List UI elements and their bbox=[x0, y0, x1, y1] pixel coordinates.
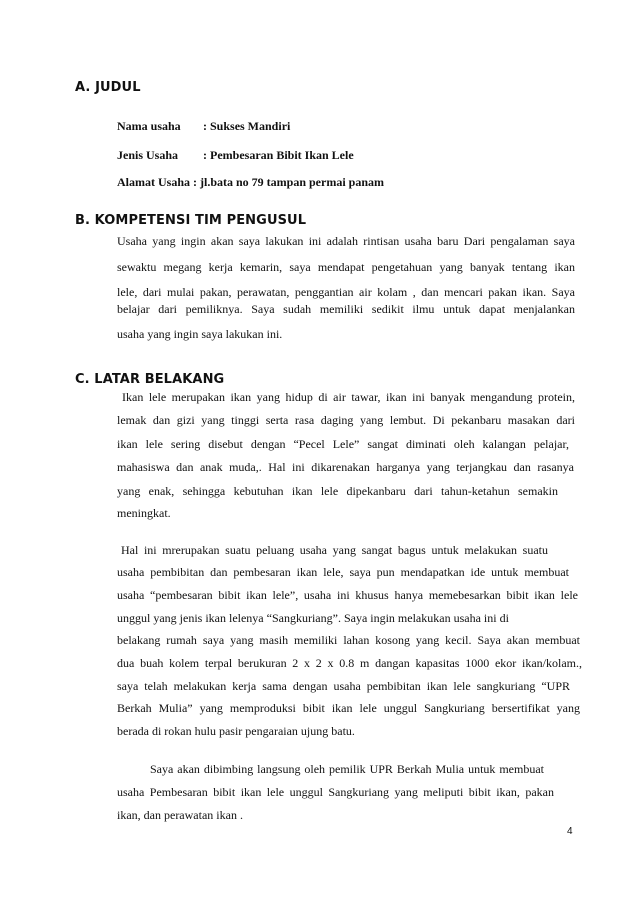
paragraph-line: Ikan lele merupakan ikan yang hidup di air tawar, ikan ini banyak mengandung protein, bbox=[122, 390, 575, 404]
paragraph-line: unggul yang jenis ikan lelenya “Sangkuriang”. Saya ingin melakukan usaha ini di bbox=[117, 611, 509, 625]
field-alamat-usaha bbox=[117, 175, 384, 190]
paragraph-line: usaha pembibitan dan pembesaran ikan lele, saya pun mendapatkan ide untuk membuat bbox=[117, 565, 569, 579]
paragraph-line: saya telah melakukan kerja sama dengan usaha pembibitan ikan lele sangkuriang “UPR bbox=[117, 679, 570, 693]
paragraph-line: mahasiswa dan anak muda,. Hal ini dikarenakan harganya yang terjangkau dan rasanya bbox=[117, 460, 574, 474]
field-nama-usaha bbox=[117, 119, 290, 134]
paragraph-line: Saya akan dibimbing langsung oleh pemilik UPR Berkah Mulia untuk membuat bbox=[150, 762, 544, 776]
paragraph-line: lele, dari mulai pakan, perawatan, penggantian air kolam , dan mencari pakan ikan. Saya bbox=[117, 285, 575, 299]
paragraph-line: yang enak, sehingga kebutuhan ikan lele dipekanbaru dari tahun-ketahun semakin bbox=[117, 484, 558, 498]
paragraph-line: belajar dari pemiliknya. Saya sudah memiliki sedikit ilmu untuk dapat menjalankan bbox=[117, 302, 575, 316]
paragraph-line: usaha Pembesaran bibit ikan lele unggul Sangkuriang yang meliputi bibit ikan, pakan bbox=[117, 785, 554, 799]
paragraph-line: sewaktu megang kerja kemarin, saya mendapat pengetahuan yang banyak tentang ikan bbox=[117, 260, 575, 274]
page-number: 4 bbox=[567, 826, 573, 837]
field-value: : Pembesaran Bibit Ikan Lele bbox=[203, 148, 354, 162]
paragraph-line: meningkat. bbox=[117, 506, 171, 520]
paragraph-line: ikan, dan perawatan ikan . bbox=[117, 808, 243, 822]
field-label: Nama usaha bbox=[117, 119, 181, 133]
paragraph-line: dua buah kolem terpal berukuran 2 x 2 x 0.8 m dangan kapasitas 1000 ekor ikan/kolam., bbox=[117, 656, 582, 670]
section-heading-kompetensi: B. KOMPETENSI TIM PENGUSUL bbox=[75, 213, 307, 228]
field-value: Alamat Usaha : jl.bata no 79 tampan permai panam bbox=[117, 175, 385, 189]
paragraph-line: Berkah Mulia” yang memproduksi bibit ikan lele unggul Sangkuriang bersertifikat yang bbox=[117, 701, 580, 715]
paragraph-line: Usaha yang ingin akan saya lakukan ini adalah rintisan usaha baru Dari pengalaman saya bbox=[117, 234, 575, 248]
paragraph-line: belakang rumah saya yang masih memiliki lahan kosong yang kecil. Saya akan membuat bbox=[117, 633, 580, 647]
section-heading-judul: A. JUDUL bbox=[75, 80, 141, 95]
paragraph-line: usaha yang ingin saya lakukan ini. bbox=[117, 327, 283, 341]
paragraph-line: Hal ini mrerupakan suatu peluang usaha yang sangat bagus untuk melakukan suatu bbox=[121, 543, 548, 557]
paragraph-line: berada di rokan hulu pasir pengaraian ujung batu. bbox=[117, 724, 355, 738]
paragraph-line: ikan lele sering disebut dengan “Pecel Lele” sangat diminati oleh kalangan pelajar, bbox=[117, 437, 569, 451]
field-jenis-usaha bbox=[117, 148, 354, 163]
paragraph-line: usaha “pembesaran bibit ikan lele”, usaha ini khusus hanya memebesarkan bibit ikan lele bbox=[117, 588, 578, 602]
section-heading-latar-belakang: C. LATAR BELAKANG bbox=[75, 372, 225, 387]
field-value: : Sukses Mandiri bbox=[203, 119, 291, 133]
field-label: Jenis Usaha bbox=[117, 148, 179, 162]
paragraph-line: lemak dan gizi yang tinggi serta rasa daging yang lembut. Di pekanbaru masakan dari bbox=[117, 413, 575, 427]
